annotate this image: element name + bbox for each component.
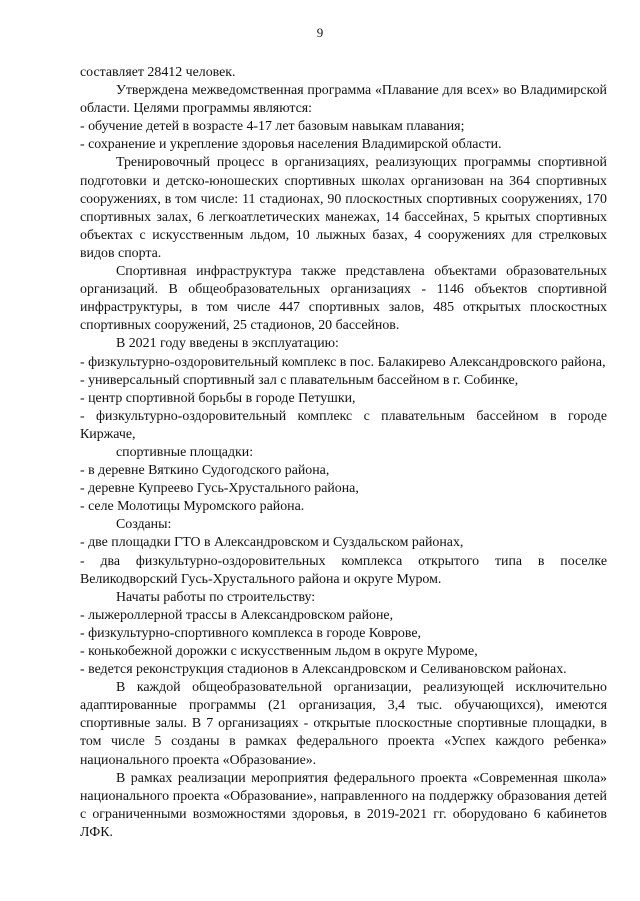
list-item: - физкультурно-спортивного комплекса в городе Коврове, [80,625,421,641]
list-item: - две площадки ГТО в Александровском и Суздальском районах, [80,535,464,551]
paragraph: Созданы: [116,517,172,533]
paragraph: Начаты работы по строительству: [116,589,316,605]
list-item: - селе Молотицы Муромского района. [80,499,305,515]
paragraph: В рамках реализации мероприятия федерального проекта «Современная школа» национального проекта «Образование», направленного на поддержку образования детей с ограниченными возможностями здоровья, в 2019-2021 гг. оборудовано 6 кабинетов ЛФК. [80,770,607,840]
list-item: - физкультурно-оздоровительный комплекс в пос. Балакирево Александровского района, [80,354,606,370]
paragraph: Тренировочный процесс в организациях, реализующих программы спортивной подготовки и детско-юношеских спортивных школах организован на 364 спортивных сооружениях, в том числе: 11 стадионах, 90 плоскостных спортивных сооружениях, 170 спортивных залах, 6 легкоатлетических манежах, 14 бассейнах, 5 крытых спортивных объектах с искусственным льдом, 10 лыжных базах, 4 сооружениях для стрелковых видов спорта. [80,155,607,261]
list-item: - лыжероллерной трассы в Александровском районе, [80,607,394,623]
paragraph: Спортивная инфраструктура также представлена объектами образовательных организаций. В общеобразовательных организациях - 1146 объектов спортивной инфраструктуры, в том числе 447 спортивных залов, 485 открытых плоскостных спортивных сооружений, 25 стадионов, 20 бассейнов. [80,264,607,334]
list-item: - в деревне Вяткино Судогодского района, [80,463,330,479]
list-item: - универсальный спортивный зал с плавательным бассейном в г. Собинке, [80,372,519,388]
paragraph: Утверждена межведомственная программа «Плавание для всех» во Владимирской области. Целями программы являются: [80,83,607,117]
list-item: - физкультурно-оздоровительный комплекс с плавательным бассейном в городе Киржаче, [80,408,607,442]
paragraph: В каждой общеобразовательной организации, реализующей исключительно адаптированные программы (21 организация, 3,4 тыс. обучающихся), имеются спортивные залы. В 7 организациях - открытые плоскостные спортивные площадки, в том числе 5 созданы в рамках федерального проекта «Успех каждого ребенка» национального проекта «Образование». [80,680,607,768]
list-item: - деревне Купреево Гусь-Хрустального района, [80,481,359,497]
list-item: - два физкультурно-оздоровительных комплекса открытого типа в поселке Великодворский Гусь-Хрустального района и округе Муром. [80,553,607,587]
paragraph: спортивные площадки: [116,444,254,460]
paragraph: В 2021 году введены в эксплуатацию: [116,336,339,352]
list-item: - сохранение и укрепление здоровья населения Владимирской области. [80,137,502,153]
list-item: - ведется реконструкция стадионов в Александровском и Селивановском районах. [80,662,567,678]
list-item: - обучение детей в возрасте 4-17 лет базовым навыкам плавания; [80,119,465,135]
list-item: - центр спортивной борьбы в городе Петушки, [80,390,356,406]
document-body [80,64,607,842]
list-item: - конькобежной дорожки с искусственным льдом в округе Муроме, [80,644,478,659]
paragraph: составляет 28412 человек. [80,65,236,80]
page-number: 9 [316,25,324,40]
